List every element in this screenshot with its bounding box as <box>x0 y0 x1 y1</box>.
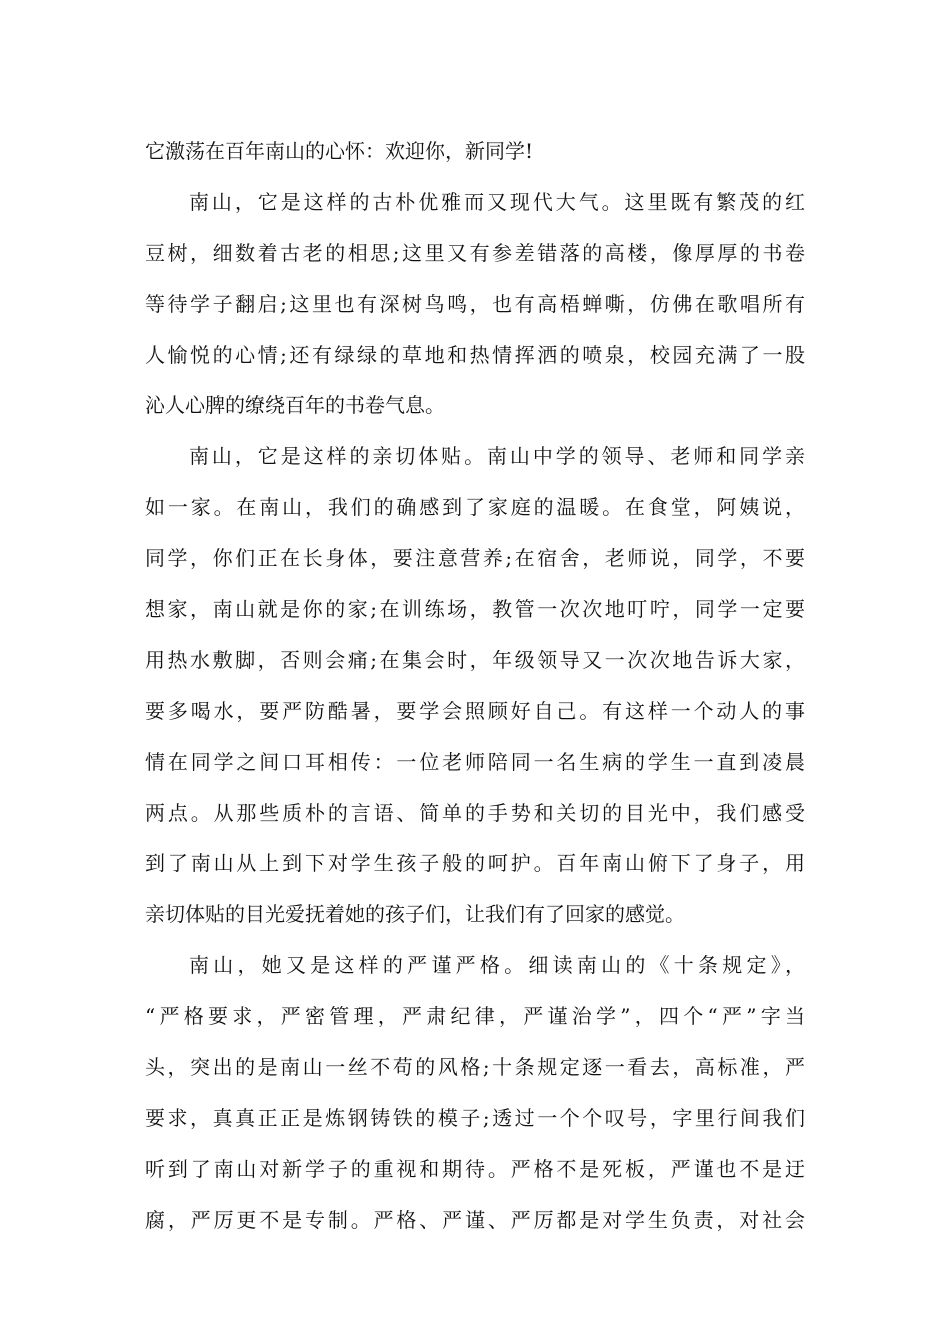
text-line: 头，突出的是南山一丝不苟的风格;十条规定逐一看去，高标准，严 <box>145 1055 805 1080</box>
text-line: 要多喝水，要严防酷暑，要学会照顾好自己。有这样一个动人的事 <box>145 698 805 723</box>
text-line: 两点。从那些质朴的言语、简单的手势和关切的目光中，我们感受 <box>145 800 805 825</box>
text-line: 腐，严厉更不是专制。严格、严谨、严厉都是对学生负责，对社会 <box>145 1207 805 1232</box>
paragraph-first-line: 南山，她又是这样的严谨严格。细读南山的《十条规定》， <box>189 953 805 978</box>
document-body <box>145 126 805 1246</box>
text-line: 它激荡在百年南山的心怀：欢迎你，新同学! <box>145 139 534 163</box>
text-line: 用热水敷脚，否则会痛;在集会时，年级领导又一次次地告诉大家， <box>145 647 805 672</box>
paragraph-last-line: 沁人心脾的缭绕百年的书卷气息。 <box>145 393 445 418</box>
text-line: 情在同学之间口耳相传：一位老师陪同一名生病的学生一直到凌晨 <box>145 749 805 774</box>
text-line: 人愉悦的心情;还有绿绿的草地和热情挥洒的喷泉，校园充满了一股 <box>145 342 805 367</box>
text-line: 等待学子翻启;这里也有深树鸟鸣，也有高梧蝉嘶，仿佛在歌唱所有 <box>145 291 805 316</box>
text-line: 如一家。在南山，我们的确感到了家庭的温暖。在食堂，阿姨说， <box>145 495 805 520</box>
text-line: 听到了南山对新学子的重视和期待。严格不是死板，严谨也不是迂 <box>145 1156 805 1181</box>
text-line: 豆树，细数着古老的相思;这里又有参差错落的高楼，像厚厚的书卷 <box>145 240 805 265</box>
text-line: 想家，南山就是你的家;在训练场，教管一次次地叮咛，同学一定要 <box>145 597 805 622</box>
paragraph-first-line: 南山，它是这样的亲切体贴。南山中学的领导、老师和同学亲 <box>189 444 805 469</box>
paragraph-first-line: 南山，它是这样的古朴优雅而又现代大气。这里既有繁茂的红 <box>189 189 805 214</box>
text-line: 同学，你们正在长身体，要注意营养;在宿舍，老师说，同学，不要 <box>145 546 805 571</box>
text-line: 到了南山从上到下对学生孩子般的呵护。百年南山俯下了身子，用 <box>145 851 805 876</box>
paragraph-last-line: 亲切体贴的目光爱抚着她的孩子们，让我们有了回家的感觉。 <box>145 902 685 927</box>
text-line: “严格要求，严密管理，严肃纪律，严谨治学”，四个“严”字当 <box>145 1004 805 1029</box>
text-line: 要求，真真正正是炼钢铸铁的模子;透过一个个叹号，字里行间我们 <box>145 1105 805 1130</box>
